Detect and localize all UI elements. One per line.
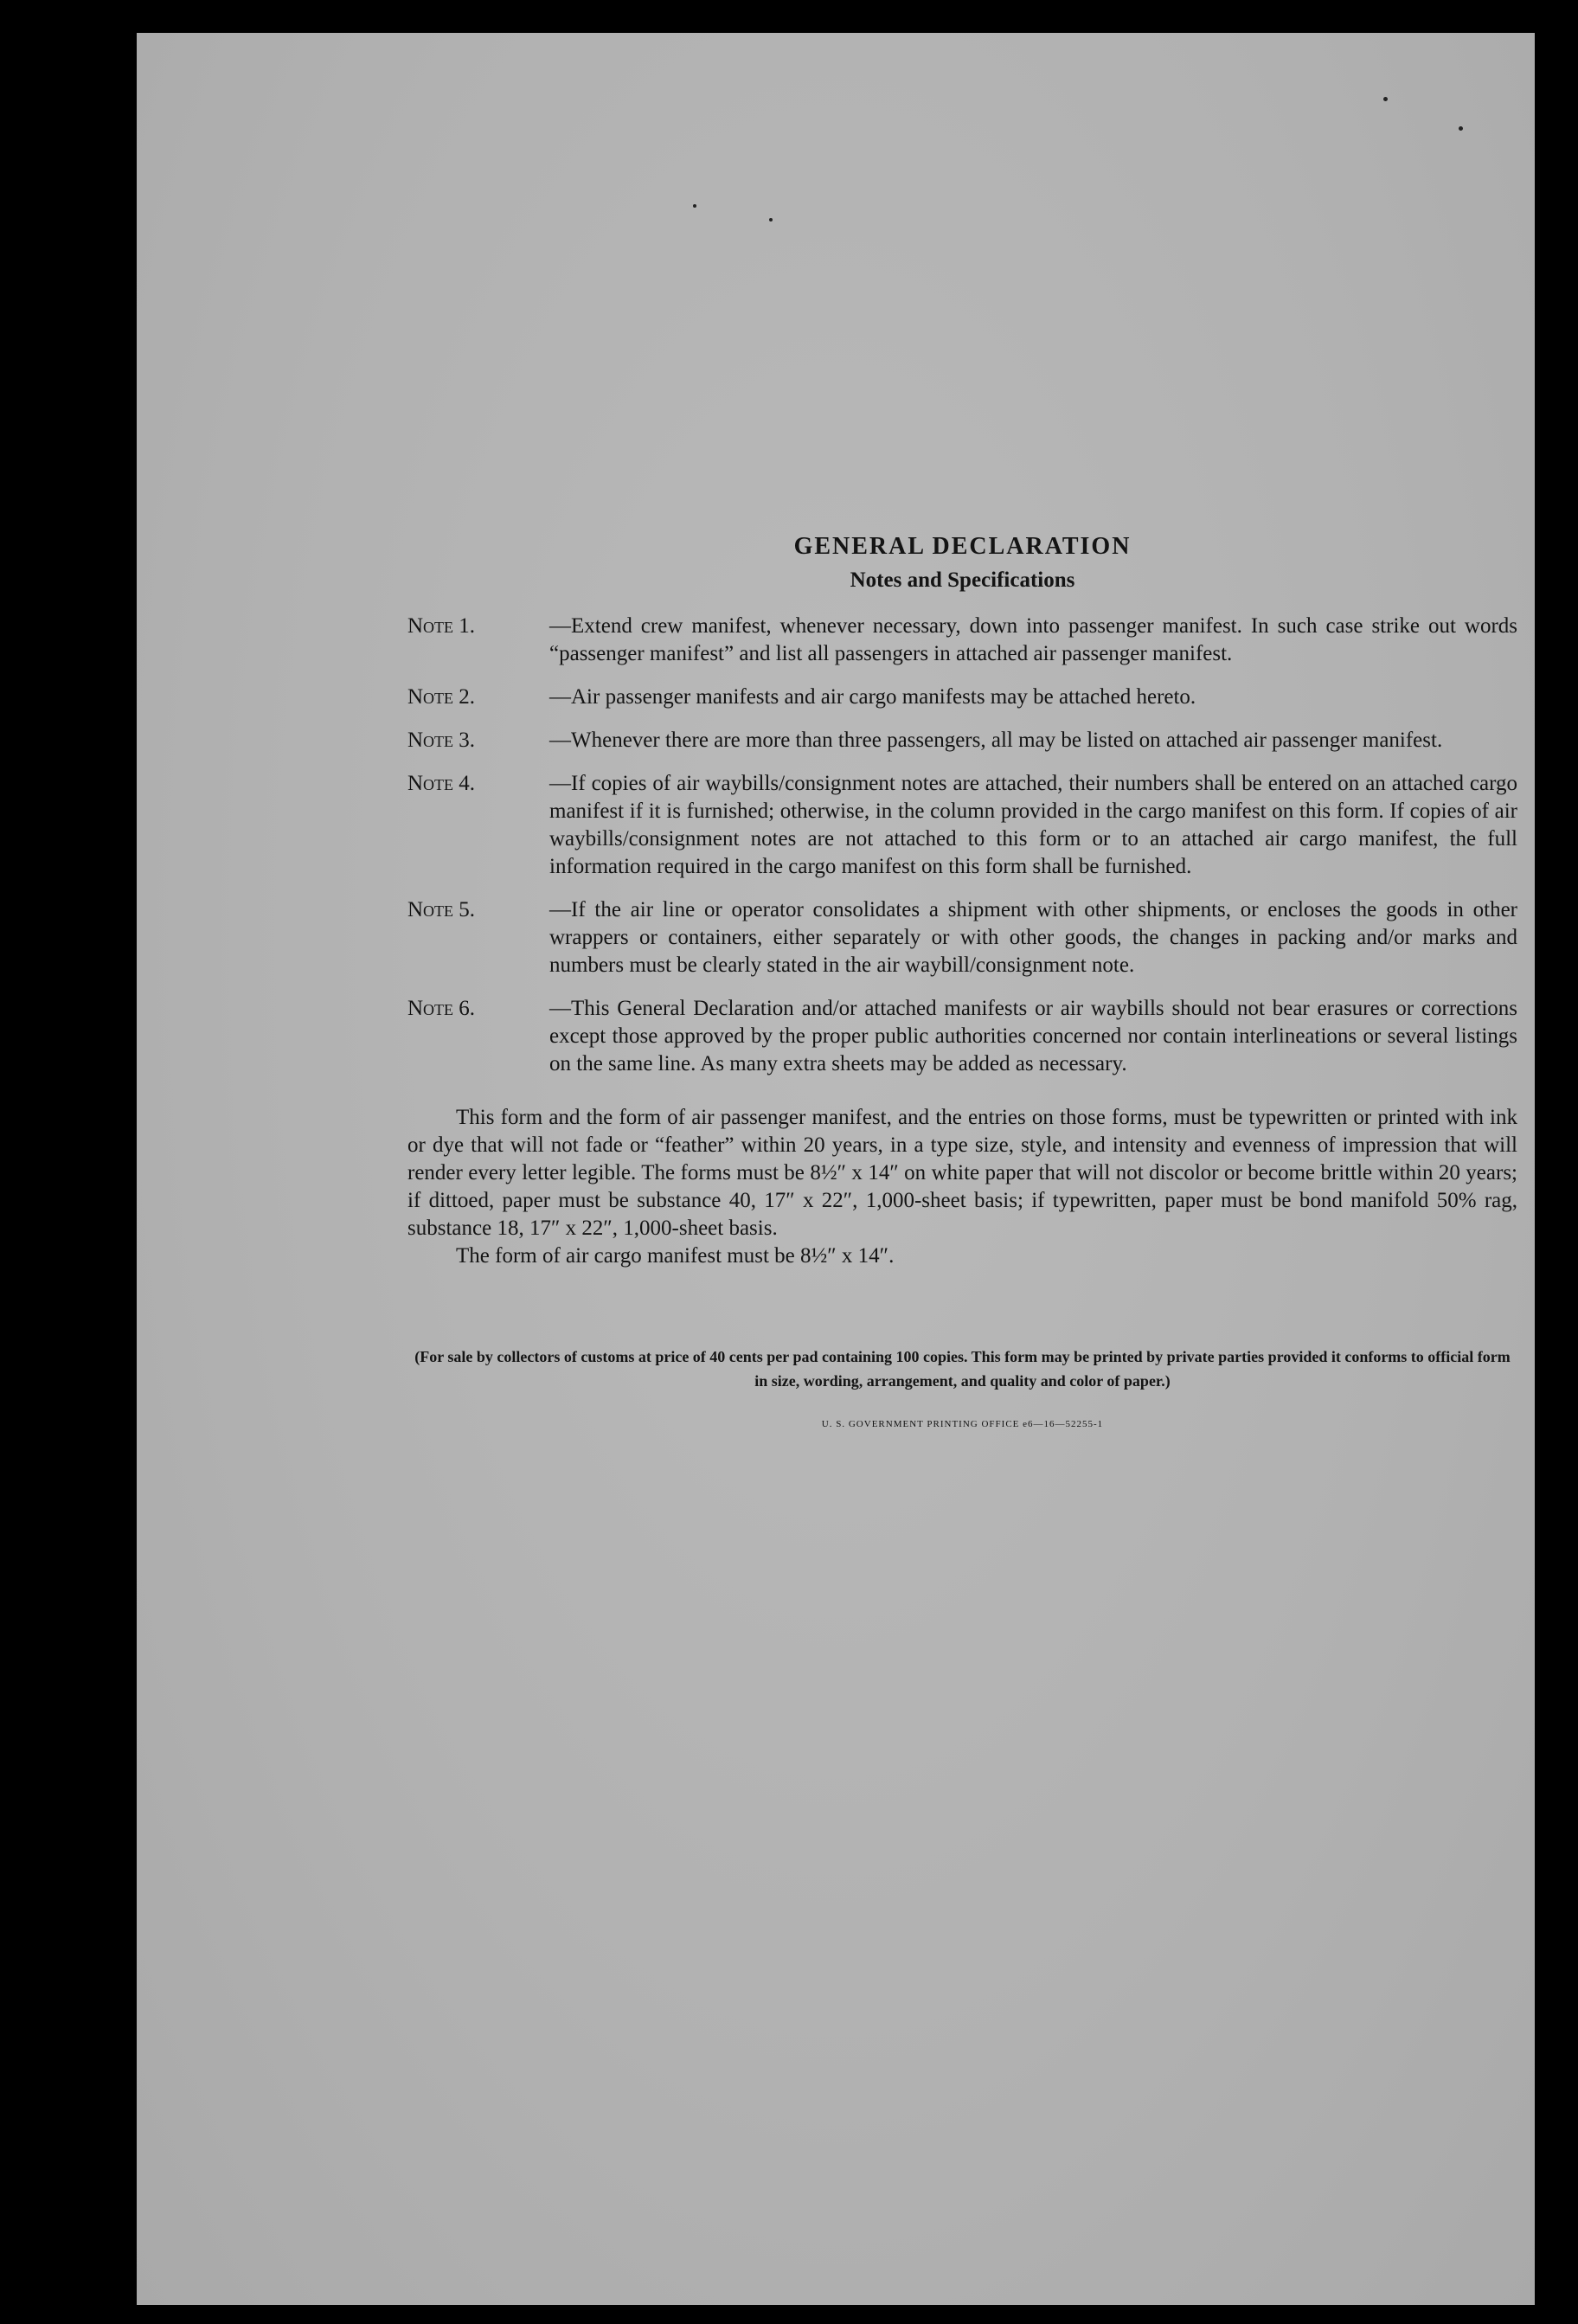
form-requirements-paragraph: This form and the form of air passenger manifest, and the entries on those forms, must be typewritten or printed with ink or dye that will not fade or “feather” within 20 years, in a type size, style, and intensity and evenness of impression that will render every letter legible. The forms must be 8½″ x 14″ on white paper that will not discolor or become brittle within 20 years; if dittoed, paper must be substance 40, 17″ x 22″, 1,000-sheet basis; if typewritten, paper must be bond manifold 50% rag, substance 18, 17″ x 22″, 1,000-sheet basis.: [407, 1106, 1517, 1240]
note-text: —This General Declaration and/or attached manifests or air waybills should not bear erasures or corrections except those approved by the proper public authorities concerned nor contain interlineations or several listings on the same line. As many extra sheets may be added as necessary.: [549, 997, 1517, 1075]
note-2: [407, 684, 1517, 711]
note-text: —If the air line or operator consolidates a shipment with other shipments, or encloses the goods in other wrappers or containers, either separately or with other goods, the changes in packing and/or marks and numbers must be clearly stated in the air waybill/consignment note.: [549, 898, 1517, 977]
speck-mark: [1383, 97, 1388, 101]
note-1: [407, 613, 1517, 668]
note-text: —Air passenger manifests and air cargo manifests may be attached hereto.: [549, 685, 1196, 709]
note-label: Note 4.: [407, 772, 476, 795]
speck-mark: [769, 218, 773, 221]
note-text: —If copies of air waybills/consignment notes are attached, their numbers shall be entered on an attached cargo manifest if it is furnished; otherwise, in the column provided in the cargo manifest on this form. If copies of air waybills/consignment notes are not attached to this form or to an attached air cargo manifest, the full information required in the cargo manifest on this form shall be furnished.: [549, 772, 1517, 878]
cargo-manifest-size-paragraph: The form of air cargo manifest must be 8½″ x 14″.: [456, 1244, 895, 1268]
note-text: —Extend crew manifest, whenever necessary, down into passenger manifest. In such case strike out words “passenger manifest” and list all passengers in attached air passenger manifest.: [549, 614, 1517, 665]
document-page: [137, 33, 1535, 2305]
document-subtitle: Notes and Specifications: [850, 568, 1075, 592]
note-label: Note 1.: [407, 614, 476, 638]
note-label: Note 3.: [407, 729, 476, 752]
note-text: —Whenever there are more than three passengers, all may be listed on attached air passenger manifest.: [549, 729, 1443, 752]
speck-mark: [1459, 126, 1463, 131]
note-5: [407, 896, 1517, 979]
note-4: [407, 770, 1517, 881]
note-3: [407, 727, 1517, 754]
note-6: [407, 995, 1517, 1078]
note-label: Note 5.: [407, 898, 476, 921]
sale-notice: (For sale by collectors of customs at price of 40 cents per pad containing 100 copies. This form may be printed by private parties provided it conforms to official form in size, wording, arrangement, and quality and color of paper.): [414, 1348, 1511, 1390]
document-title: GENERAL DECLARATION: [793, 533, 1132, 560]
note-label: Note 6.: [407, 997, 476, 1020]
document-content: [407, 531, 1517, 1429]
printer-imprint: U. S. GOVERNMENT PRINTING OFFICE e6—16—52255-1: [821, 1419, 1104, 1429]
speck-mark: [693, 204, 696, 208]
note-label: Note 2.: [407, 685, 476, 709]
